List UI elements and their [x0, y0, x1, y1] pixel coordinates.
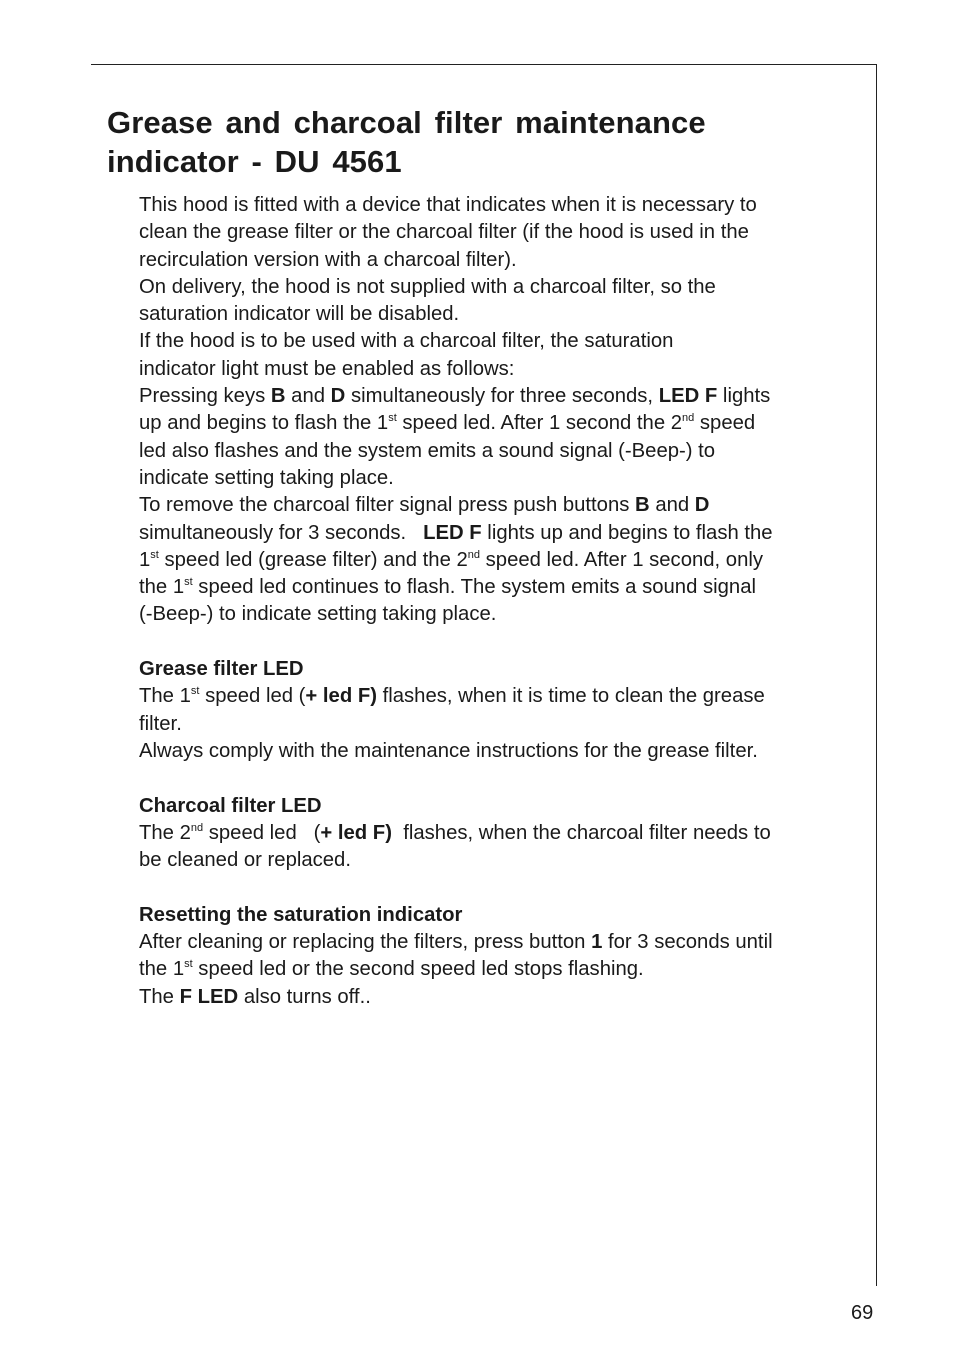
text: speed led or the second speed led stops flashing.: [192, 958, 644, 981]
text: 1: [139, 548, 151, 571]
reset-line: [139, 984, 851, 1011]
charcoal-filter-heading: [139, 793, 851, 820]
text: speed led (: [203, 821, 321, 844]
text: flashes, when it is time to clean the grease: [376, 685, 765, 708]
grease-filter-heading: [139, 656, 851, 683]
text: up and begins to flash the 1: [139, 412, 389, 435]
enable-line: indicate setting taking place.: [139, 466, 394, 489]
text: the 1: [139, 576, 185, 599]
text: speed led continues to flash. The system emits a sound signal: [192, 576, 756, 599]
led-f: LED F: [658, 385, 718, 408]
text: simultaneously for 3 seconds.: [139, 521, 424, 544]
grease-line: Always comply with the maintenance instructions for the grease filter.: [139, 739, 758, 762]
spacer: [139, 765, 851, 792]
charcoal-filter-section: [139, 793, 851, 875]
text: simultaneously for three seconds,: [345, 385, 659, 408]
intro-line: recirculation version with a charcoal filter).: [139, 248, 517, 271]
text: The 2: [139, 821, 191, 844]
intro-line: saturation indicator will be disabled.: [139, 303, 460, 326]
enable-line: [139, 383, 851, 410]
remove-section: [139, 492, 851, 628]
text: speed led. After 1 second, only: [480, 548, 764, 571]
text: The: [139, 985, 180, 1008]
enable-line: led also flashes and the system emits a sound signal (-Beep-) to: [139, 439, 716, 462]
ordinal: nd: [467, 548, 481, 561]
text: and: [285, 385, 331, 408]
right-rule: [876, 64, 877, 1286]
intro-section: [139, 192, 851, 383]
text: speed led (: [199, 685, 306, 708]
title-line-1: Grease and charcoal filter maintenance: [107, 105, 706, 140]
remove-line: [139, 520, 851, 547]
ordinal: st: [184, 576, 193, 589]
spacer: [139, 874, 851, 901]
text: speed led (grease filter) and the 2: [158, 548, 468, 571]
enable-line: [139, 410, 851, 437]
text: flashes, when the charcoal filter needs to: [391, 821, 771, 844]
key-d: D: [694, 494, 710, 517]
key-b: B: [270, 385, 286, 408]
ordinal: st: [190, 685, 200, 698]
text: speed led. After 1 second the 2: [396, 412, 683, 435]
text: lights up and begins to flash the: [481, 521, 773, 544]
heading-text: Resetting the saturation indicator: [139, 903, 463, 926]
page-number: 69: [851, 1302, 874, 1324]
top-rule: [91, 64, 877, 65]
body-text: [139, 192, 851, 1011]
reset-heading: [139, 902, 851, 929]
remove-line: (-Beep-) to indicate setting taking place.: [139, 603, 497, 626]
text: The 1: [139, 685, 191, 708]
text: speed: [694, 412, 756, 435]
ordinal: st: [388, 412, 397, 425]
reset-line: [139, 956, 851, 983]
text: the 1: [139, 958, 185, 981]
remove-line: [139, 492, 851, 519]
reset-line: [139, 929, 851, 956]
f-led: F LED: [179, 985, 239, 1008]
heading-text: Grease filter LED: [139, 658, 304, 681]
intro-line: If the hood is to be used with a charcoal filter, the saturation: [139, 330, 674, 353]
ordinal: st: [184, 958, 193, 971]
intro-line: clean the grease filter or the charcoal filter (if the hood is used in the: [139, 221, 749, 244]
text: After cleaning or replacing the filters, press button: [139, 931, 592, 954]
button-1: 1: [591, 931, 603, 954]
text: Pressing keys: [139, 385, 271, 408]
title-line-2: indicator - DU 4561: [107, 144, 402, 179]
remove-line: [139, 574, 851, 601]
spacer: [139, 629, 851, 656]
heading-text: Charcoal filter LED: [139, 794, 322, 817]
led-f: + led F): [320, 821, 392, 844]
key-d: D: [330, 385, 346, 408]
remove-line: [139, 547, 851, 574]
intro-line: This hood is fitted with a device that indicates when it is necessary to: [139, 194, 757, 216]
page-title: [107, 103, 807, 181]
grease-line: filter.: [139, 712, 182, 735]
grease-filter-section: [139, 656, 851, 765]
enable-section: [139, 383, 851, 492]
ordinal: nd: [682, 412, 695, 425]
key-b: B: [635, 494, 650, 517]
intro-line: indicator light must be enabled as follows:: [139, 357, 515, 380]
text: and: [649, 494, 695, 517]
led-f: LED F: [423, 521, 482, 544]
charcoal-line: [139, 820, 851, 847]
ordinal: nd: [190, 821, 204, 834]
reset-section: [139, 902, 851, 1011]
text: lights: [717, 385, 771, 408]
charcoal-line: be cleaned or replaced.: [139, 849, 351, 872]
intro-line: On delivery, the hood is not supplied with a charcoal filter, so the: [139, 275, 716, 298]
grease-line: [139, 683, 851, 710]
text: also turns off..: [238, 985, 371, 1008]
led-f: + led F): [305, 685, 377, 708]
ordinal: st: [150, 548, 159, 561]
text: for 3 seconds until: [602, 931, 773, 954]
text: To remove the charcoal filter signal press push buttons: [139, 494, 636, 517]
